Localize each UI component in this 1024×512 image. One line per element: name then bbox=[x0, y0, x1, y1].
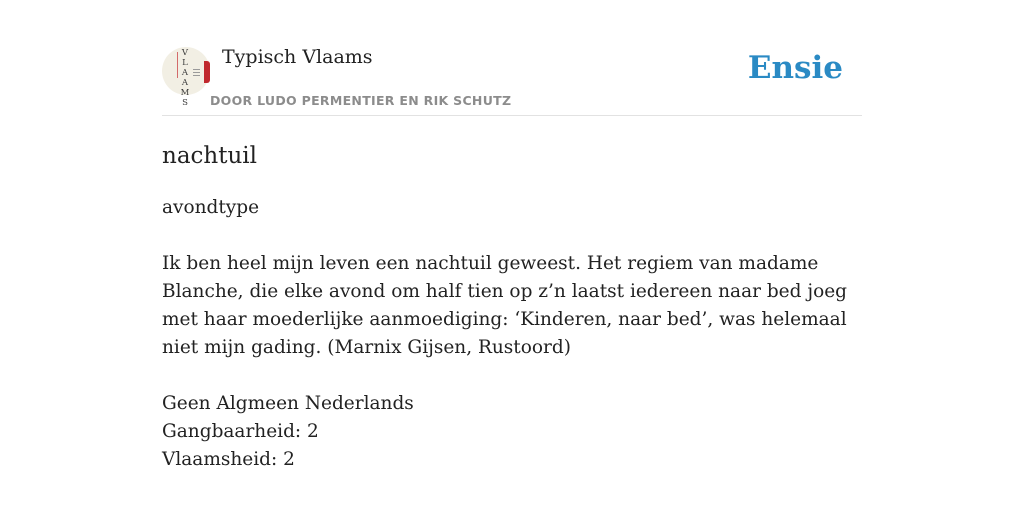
header bbox=[162, 0, 862, 116]
cover-lettering bbox=[178, 48, 192, 108]
ensie-logo-link[interactable]: Ensie bbox=[747, 50, 843, 86]
cover-fine-line bbox=[193, 75, 200, 76]
cover-fine-line bbox=[193, 72, 200, 73]
book-authors: DOOR LUDO PERMENTIER EN RIK SCHUTZ bbox=[210, 93, 512, 108]
entry-word: nachtuil bbox=[162, 143, 257, 169]
cover-letter: M bbox=[180, 88, 190, 98]
entry-meta bbox=[162, 390, 862, 474]
book-title[interactable]: Typisch Vlaams bbox=[222, 46, 373, 68]
cover-letter: V bbox=[181, 48, 189, 58]
commonness-rating: Gangbaarheid: 2 bbox=[162, 421, 319, 442]
cover-letter: A bbox=[181, 78, 189, 88]
cover-letter: S bbox=[182, 98, 188, 108]
cover-red-edge bbox=[204, 61, 210, 83]
standard-language-label: Geen Algmeen Nederlands bbox=[162, 393, 414, 414]
flemishness-rating: Vlaamsheid: 2 bbox=[162, 449, 295, 470]
cover-letter: A bbox=[181, 68, 189, 78]
cover-fine-line bbox=[193, 69, 200, 70]
entry-definition: avondtype bbox=[162, 197, 260, 218]
cover-letter: L bbox=[182, 58, 188, 68]
page-container bbox=[162, 0, 862, 474]
book-cover-avatar[interactable] bbox=[162, 47, 210, 108]
entry-example-quote: Ik ben heel mijn leven een nachtuil geweest. Het regiem van madame Blanche, die elke avond om half tien op z’n laatst iedereen naar bed joeg met haar moederlijke aanmoediging: ‘Kinderen, naar bed’, was helemaal niet mijn gading. (Marnix Gijsen, Rustoord) bbox=[162, 253, 848, 358]
entry-content bbox=[162, 194, 862, 474]
